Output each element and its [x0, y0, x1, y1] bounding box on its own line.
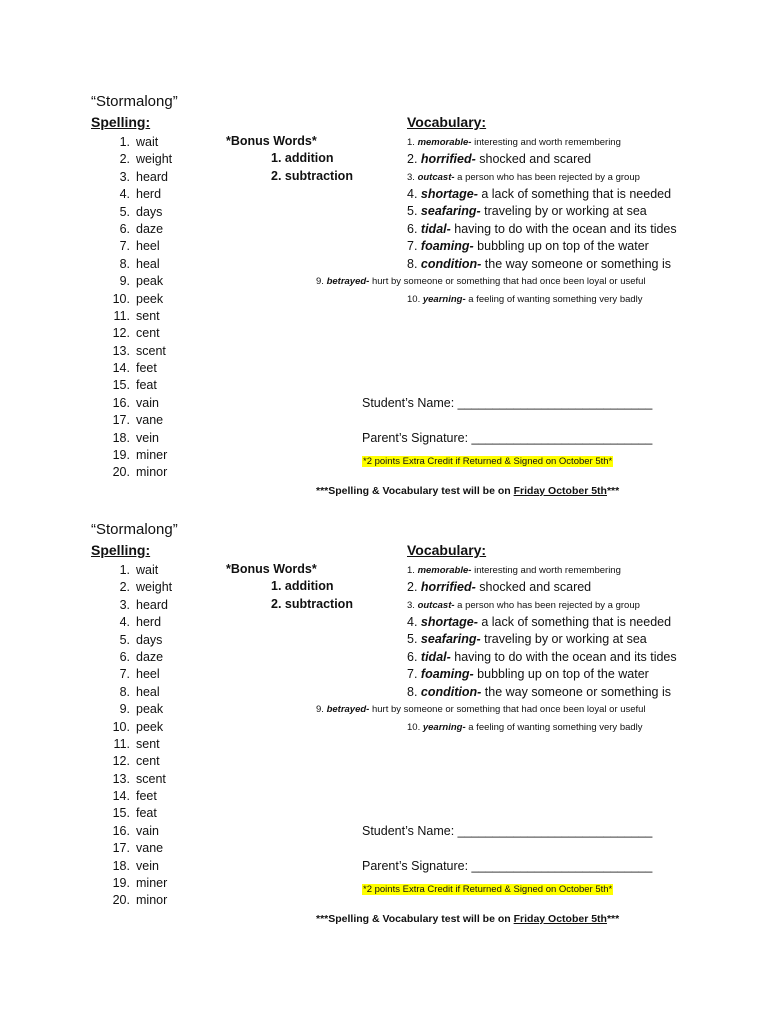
spelling-item: 4. herd — [119, 187, 162, 202]
bonus-word: 2. subtraction — [271, 597, 353, 611]
vocab-item: 9. betrayed- hurt by someone or something that had once been loyal or useful — [316, 276, 646, 287]
vocab-item: 7. foaming- bubbling up on top of the water — [407, 239, 649, 253]
spelling-item: 7. heel — [119, 667, 160, 682]
bonus-word: 1. addition — [271, 579, 334, 593]
bonus-words-heading: *Bonus Words* — [226, 562, 317, 576]
extra-credit-note: *2 points Extra Credit if Returned & Signed on October 5th* — [363, 456, 613, 467]
extra-credit-note: *2 points Extra Credit if Returned & Signed on October 5th* — [363, 884, 613, 895]
vocab-item: 6. tidal- having to do with the ocean and its tides — [407, 222, 677, 236]
spelling-item: 11. sent — [113, 308, 160, 323]
spelling-item: 1. wait — [119, 563, 159, 577]
spelling-item: 17. vane — [112, 413, 164, 428]
vocab-item: 4. shortage- a lack of something that is needed — [407, 187, 672, 201]
vocab-item: 5. seafaring- traveling by or working at sea — [407, 632, 647, 646]
worksheet-title: “Stormalong” — [91, 93, 178, 110]
vocab-item: 8. condition- the way someone or something is — [407, 685, 672, 699]
bonus-word: 2. subtraction — [271, 169, 353, 183]
student-name-line: Student’s Name: ____________________________ — [362, 396, 653, 410]
test-date-note: ***Spelling & Vocabulary test will be on Friday October 5th*** — [316, 913, 620, 925]
spelling-item: 12. cent — [112, 754, 160, 769]
student-name-line: Student’s Name: ____________________________ — [362, 824, 653, 838]
spelling-item: 19. miner — [112, 876, 168, 891]
spelling-item: 14. feet — [112, 361, 157, 376]
spelling-item: 14. feet — [112, 789, 157, 804]
spelling-item: 16. vain — [112, 395, 159, 410]
spelling-item: 4. herd — [119, 615, 162, 630]
spelling-item: 16. vain — [112, 823, 159, 838]
spelling-item: 20. minor — [112, 893, 168, 908]
spelling-item: 6. daze — [119, 649, 164, 664]
spelling-item: 10. peek — [112, 291, 164, 306]
vocab-item: 3. outcast- a person who has been rejected by a group — [407, 172, 640, 183]
spelling-item: 6. daze — [119, 221, 164, 236]
vocab-item: 1. memorable- interesting and worth remembering — [407, 565, 621, 576]
vocab-item: 7. foaming- bubbling up on top of the water — [407, 667, 649, 681]
spelling-item: 9. peak — [119, 702, 164, 717]
spelling-item: 15. feat — [112, 378, 157, 393]
spelling-item: 3. heard — [119, 169, 168, 184]
vocab-item: 2. horrified- shocked and scared — [407, 152, 592, 166]
vocab-item: 5. seafaring- traveling by or working at sea — [407, 204, 647, 218]
vocab-item: 3. outcast- a person who has been rejected by a group — [407, 600, 640, 611]
spelling-item: 2. weight — [119, 580, 173, 595]
spelling-list — [100, 562, 172, 910]
spelling-item: 8. heal — [119, 256, 160, 271]
spelling-item: 5. days — [119, 204, 163, 219]
vocab-item: 10. yearning- a feeling of wanting something very badly — [407, 722, 643, 733]
spelling-heading: Spelling: — [91, 542, 151, 558]
parent-signature-line: Parent’s Signature: __________________________ — [362, 859, 653, 873]
spelling-item: 8. heal — [119, 684, 160, 699]
spelling-item: 13. scent — [112, 771, 166, 786]
spelling-item: 5. days — [119, 632, 163, 647]
spelling-item: 10. peek — [112, 719, 164, 734]
test-date-note: ***Spelling & Vocabulary test will be on Friday October 5th*** — [316, 485, 620, 497]
spelling-item: 18. vein — [112, 858, 159, 873]
spelling-item: 1. wait — [119, 135, 159, 149]
vocabulary-heading: Vocabulary: — [407, 542, 487, 558]
bonus-words-heading: *Bonus Words* — [226, 134, 317, 148]
worksheet-title: “Stormalong” — [91, 521, 178, 538]
spelling-item: 19. miner — [112, 448, 168, 463]
vocab-item: 1. memorable- interesting and worth remembering — [407, 137, 621, 148]
spelling-item: 20. minor — [112, 465, 168, 480]
spelling-item: 13. scent — [112, 343, 166, 358]
spelling-heading: Spelling: — [91, 114, 151, 130]
spelling-item: 3. heard — [119, 597, 168, 612]
spelling-item: 12. cent — [112, 326, 160, 341]
vocab-item: 8. condition- the way someone or something is — [407, 257, 672, 271]
vocab-item: 6. tidal- having to do with the ocean and its tides — [407, 650, 677, 664]
vocab-item: 4. shortage- a lack of something that is needed — [407, 615, 672, 629]
parent-signature-line: Parent’s Signature: __________________________ — [362, 431, 653, 445]
spelling-item: 2. weight — [119, 152, 173, 167]
vocab-item: 10. yearning- a feeling of wanting something very badly — [407, 294, 643, 305]
spelling-item: 15. feat — [112, 806, 157, 821]
spelling-item: 11. sent — [113, 736, 160, 751]
vocab-item: 9. betrayed- hurt by someone or something that had once been loyal or useful — [316, 704, 646, 715]
spelling-item: 17. vane — [112, 841, 164, 856]
vocab-item: 2. horrified- shocked and scared — [407, 580, 592, 594]
vocabulary-heading: Vocabulary: — [407, 114, 487, 130]
bonus-word: 1. addition — [271, 151, 334, 165]
spelling-item: 18. vein — [112, 430, 159, 445]
spelling-item: 7. heel — [119, 239, 160, 254]
spelling-item: 9. peak — [119, 274, 164, 289]
